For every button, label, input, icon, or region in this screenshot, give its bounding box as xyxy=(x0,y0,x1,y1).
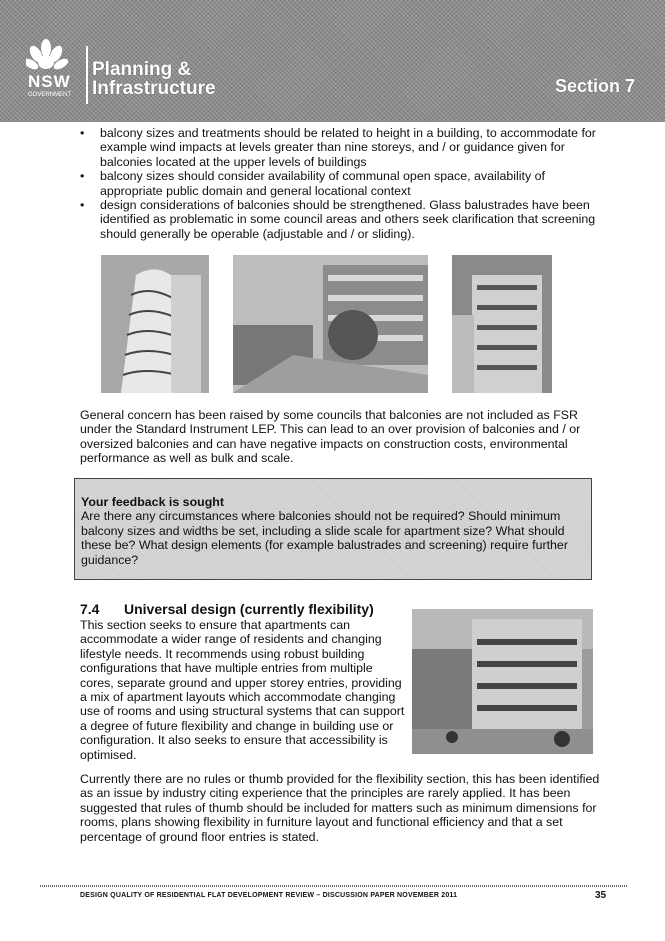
bullet-text: balcony sizes should consider availability of communal open space, availability of appropriate public domain and general locational context xyxy=(100,169,545,198)
section-heading xyxy=(80,601,374,617)
bullet-icon: • xyxy=(80,198,85,213)
balcony-photo-street xyxy=(233,255,428,393)
nsw-government-label: GOVERNMENT xyxy=(28,92,72,98)
balcony-bullet-list xyxy=(80,126,600,241)
page-number: 35 xyxy=(595,890,607,901)
feedback-title: Your feedback is sought xyxy=(81,495,224,509)
department-name xyxy=(92,60,216,98)
balcony-photo-curved-tower xyxy=(101,255,209,393)
logo-divider xyxy=(86,46,88,104)
fsr-paragraph: General concern has been raised by some councils that balconies are not included as FSR under the Standard Instrument LEP. This can lead to an over provision of balconies and / or oversized balconies and can have negative impacts on construction costs, environmental performance as well as bulk and scale. xyxy=(80,408,581,466)
bullet-icon: • xyxy=(80,169,85,184)
section-number: 7.4 xyxy=(80,601,100,617)
footer-divider xyxy=(40,885,628,887)
universal-design-intro: This section seeks to ensure that apartments can accommodate a wider range of residents and changing lifestyle needs. It recommends using robust building configurations that have multiple entries from multiple cores, separate ground and upper storey entries, providing a mix of apartment layouts which accommodate changing use of rooms and using structural systems that can support a degree of future flexibility and change in building use or configuration. It also seeks to ensure that accessibility is optimised. xyxy=(80,618,405,762)
flexibility-rules-paragraph: Currently there are no rules or thumb provided for the flexibility section, this has been identified as an issue by industry citing experience that the principles are rarely applied. It has been suggested that rules of thumb should be included for matters such as minimum dimensions for rooms, plans showing flexibility in furniture layout and functional efficiency and that a set percentage of ground floor entries is stated. xyxy=(80,772,600,844)
section-label: Section 7 xyxy=(554,76,635,96)
footer-title: DESIGN QUALITY OF RESIDENTIAL FLAT DEVELOPMENT REVIEW – DISCUSSION PAPER NOVEMBER 2011 xyxy=(80,892,458,899)
balcony-photo-tower-block xyxy=(452,255,552,393)
list-item xyxy=(80,198,600,241)
list-item xyxy=(80,169,600,198)
bullet-text: design considerations of balconies should be strengthened. Glass balustrades have been identified as problematic in some council areas and others seek clarification that screening should generally be operable (adjustable and / or sliding). xyxy=(100,198,596,241)
page-header xyxy=(0,0,665,122)
section-title: Universal design (currently flexibility) xyxy=(124,601,374,617)
list-item xyxy=(80,126,600,169)
feedback-body: Are there any circumstances where balconies should not be required? Should minimum balcony sizes and widths be set, including a slide scale for apartment size? What should these be? What design elements (for example balustrades and screening) require further guidance? xyxy=(81,509,568,567)
department-line-2: Infrastructure xyxy=(92,78,216,99)
bullet-text: balcony sizes and treatments should be related to height in a building, to accommodate for example wind impacts at levels greater than nine storeys, and / or guidance given for balconies located at the upper levels of buildings xyxy=(100,126,596,169)
department-line-1: Planning & xyxy=(92,59,192,80)
feedback-box xyxy=(74,478,592,580)
universal-design-building-photo xyxy=(412,609,593,754)
nsw-wordmark: NSW xyxy=(28,72,71,91)
bullet-icon: • xyxy=(80,126,85,140)
